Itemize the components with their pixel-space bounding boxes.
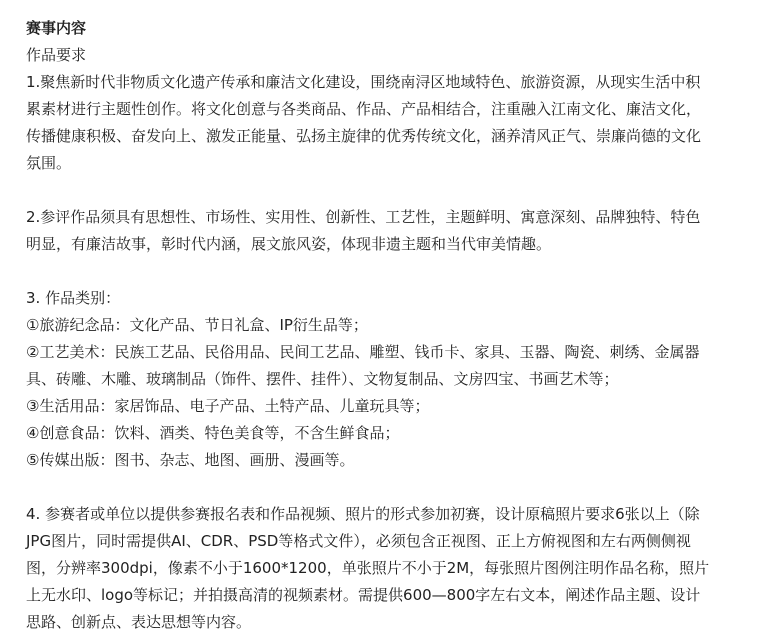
item-2-line-1: 2.参评作品须具有思想性、市场性、实用性、创新性、工艺性，主题鲜明、寓意深刻、品牌独特、特色 xyxy=(26,208,701,226)
item-1-line-2: 累素材进行主题性创作。将文化创意与各类商品、作品、产品相结合，注重融入江南文化、廉洁文化， xyxy=(26,100,702,118)
item-1-line-3: 传播健康积极、奋发向上、激发正能量、弘扬主旋律的优秀传统文化，涵养清风正气、崇廉尚德的文化 xyxy=(26,127,702,145)
item-3-category-1: ①旅游纪念品：文化产品、节日礼盒、IP衍生品等； xyxy=(26,316,368,334)
item-3-category-4: ④创意食品：饮料、酒类、特色美食等，不含生鲜食品； xyxy=(26,424,400,442)
paragraph-gap xyxy=(26,177,747,204)
item-1-line-4: 氛围。 xyxy=(26,154,72,172)
item-3-heading: 3. 作品类别： xyxy=(26,289,121,307)
item-3-category-2-cont: 具、砖雕、木雕、玻璃制品（饰件、摆件、挂件）、文物复制品、文房四宝、书画艺术等； xyxy=(26,370,619,388)
item-2 xyxy=(26,204,747,258)
paragraph-gap xyxy=(26,474,747,501)
item-4-line-3: 图，分辨率300dpi，像素不小于1600*1200，单张照片不小于2M，每张照片图例注明作品名称，照片 xyxy=(26,559,710,577)
paragraph-gap xyxy=(26,258,747,285)
subtitle: 作品要求 xyxy=(26,46,87,64)
item-4-line-4: 上无水印、logo等标记；并拍摄高清的视频素材。需提供600—800字左右文本，阐述作品主题、设计 xyxy=(26,586,701,604)
item-4 xyxy=(26,501,747,636)
item-4-line-2: JPG图片，同时需提供AI、CDR、PSD等格式文件），必须包含正视图、正上方俯视图和左右两侧侧视 xyxy=(26,532,691,550)
item-2-line-2: 明显，有廉洁故事，彰时代内涵，展文旅风姿，体现非遗主题和当代审美情趣。 xyxy=(26,235,552,253)
item-3-category-5: ⑤传媒出版：图书、杂志、地图、画册、漫画等。 xyxy=(26,451,355,469)
section-title: 赛事内容 xyxy=(26,19,87,37)
item-3 xyxy=(26,285,747,474)
item-1 xyxy=(26,69,747,177)
item-1-line-1: 1.聚焦新时代非物质文化遗产传承和廉洁文化建设，围绕南浔区地域特色、旅游资源，从现实生活中积 xyxy=(26,73,701,91)
item-4-line-5: 思路、创新点、表达思想等内容。 xyxy=(26,613,252,631)
item-3-category-3: ③生活用品：家居饰品、电子产品、土特产品、儿童玩具等； xyxy=(26,397,430,415)
item-4-line-1: 4. 参赛者或单位以提供参赛报名表和作品视频、照片的形式参加初赛，设计原稿照片要求6张以上（除 xyxy=(26,505,700,523)
item-3-category-2: ②工艺美术：民族工艺品、民俗用品、民间工艺品、雕塑、钱币卡、家具、玉器、陶瓷、刺绣、金属器 xyxy=(26,343,700,361)
